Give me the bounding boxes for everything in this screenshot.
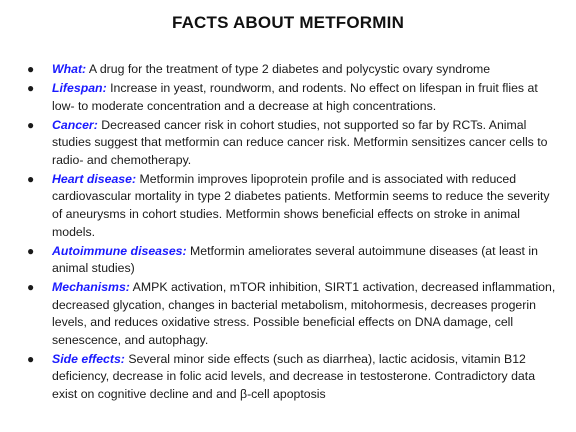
bullet-icon: ● [27, 62, 35, 76]
fact-text: AMPK activation, mTOR inhibition, SIRT1 activation, decreased inflammation, decreased glycation, changes in bacterial metabolism, mitohormesis, decreases progerin levels, and reduces oxidative stress. Possible beneficial effects on DNA damage, cell senescence, and autophagy. [52, 280, 556, 347]
list-item [0, 61, 576, 79]
fact-text: Metformin ameliorates several autoimmune diseases (at least in animal studies) [52, 243, 538, 276]
list-item [0, 279, 576, 349]
list-item [0, 351, 576, 404]
fact-term: Lifespan: [52, 80, 107, 95]
fact-term: What: [52, 62, 87, 76]
fact-text: Metformin improves lipoprotein profile and is associated with reduced cardiovascular mortality in type 2 diabetes patients. Metformin seems to reduce the severity of aneurysms in cohort studies. Metformin shows beneficial effects on stroke in animal models. [52, 171, 550, 239]
bullet-icon: ● [27, 171, 35, 186]
fact-term: Cancer: [52, 117, 98, 132]
list-item [0, 243, 576, 278]
bullet-icon: ● [27, 280, 35, 295]
fact-text: A drug for the treatment of type 2 diabetes and polycystic ovary syndrome [88, 62, 491, 76]
bullet-icon: ● [27, 243, 35, 258]
facts-list [0, 61, 576, 405]
fact-term: Side effects: [52, 351, 125, 366]
bullet-icon: ● [27, 351, 35, 366]
fact-term: Mechanisms: [52, 280, 130, 295]
page-title: FACTS ABOUT METFORMIN [171, 13, 405, 32]
list-item [0, 117, 576, 170]
bullet-icon: ● [27, 80, 35, 95]
fact-text: Increase in yeast, roundworm, and rodents. No effect on lifespan in fruit flies at low- to moderate concentration and a decrease at high concentrations. [52, 80, 538, 113]
bullet-icon: ● [27, 117, 35, 132]
fact-text: Decreased cancer risk in cohort studies, not supported so far by RCTs. Animal studies suggest that metformin can reduce cancer risk. Metformin sensitizes cancer cells to radio- and chemotherapy. [52, 117, 548, 167]
list-item [0, 171, 576, 241]
fact-text: Several minor side effects (such as diarrhea), lactic acidosis, vitamin B12 deficiency, decrease in folic acid levels, and decrease in testosterone. Contradictory data exist on cognitive decline and and β-cell apoptosis [52, 351, 536, 402]
list-item [0, 80, 576, 115]
fact-term: Autoimmune diseases: [52, 243, 187, 258]
fact-term: Heart disease: [52, 171, 137, 186]
